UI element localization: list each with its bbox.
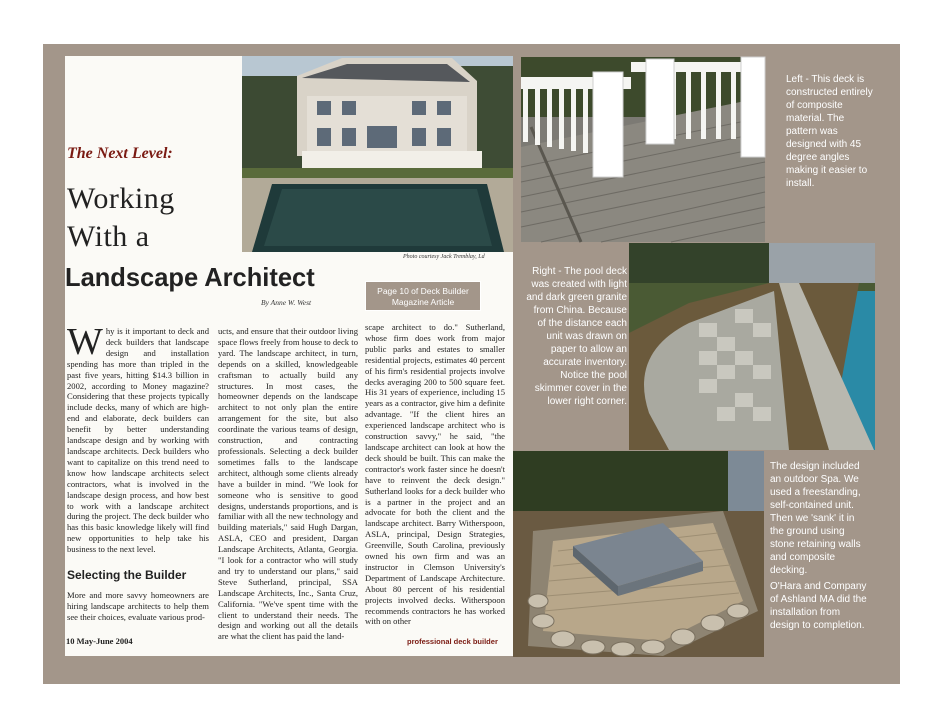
column-3-text: scape architect to do." Sutherland, whose firm does work from major public parks and estates to smaller residential projects, estimates 40 percent of his firm's residential projects involve decks averaging 200 to 500 square feet. His 31 years of experience, including 15 years as a contractor, give him a definite advantage. "If the client hires an experienced landscape architect who is construction savvy," he said, "the landscape architect can look at how the deck should be built. This can make the contractor's work faster since he doesn't have to reinvent the deck design." Sutherland looks for a deck builder who is a partner in the project and an advocate for both the client and the landscape architect. Barry Witherspoon, ASLA, principal, Design Strategies, Greenville, South Carolina, previously owned his own firm and was an instructor in Clemson University's Department of Landscape Architecture. About 80 percent of his residential projects involved decks. Witherspoon recommends contractors he has worked with on other <box>365 322 505 627</box>
caption-installer: O'Hara and Company of Ashland MA did the installation from design to completion. <box>770 581 867 631</box>
article-column-1 <box>67 321 209 568</box>
article-title-line-2: With a <box>67 220 150 253</box>
magazine-page <box>65 56 513 656</box>
article-column-3 <box>365 322 505 634</box>
photo-credit: Photo courtesy Jack Tremblay, Ld <box>403 254 485 260</box>
house-pool-image <box>242 56 513 252</box>
column-1-text-2: More and more savvy homeowners are hiring landscape architects to help them see their choices, evaluate various prod- <box>67 590 209 622</box>
caption-right-pool: Right - The pool deck was created with light and dark green granite from China. Because of the distance each unit was drawn on paper to allow an accurate inventory. Notice the pool skimmer cover in the lower right corner. <box>526 266 627 407</box>
granite-pool-deck-image <box>629 243 875 450</box>
article-title-line-3: Landscape Architect <box>65 262 315 292</box>
article-kicker: The Next Level: <box>67 145 173 162</box>
page-footer-right: professional deck builder <box>407 637 498 646</box>
article-title-line-1: Working <box>67 182 175 215</box>
column-1-text: hy is it important to deck and deck builders that landscape design and installation spending has more than tripled in the past five years, hitting $14.3 billion in 2002, according to Money magazine? Considering that these projects typically include decks, many of which are high-end and elaborate, deck builders can benefit by better understanding landscape design and by working with landscape architects. Deck builders who want to capitalize on this trend need to know how landscape architects select contractors, what is involved in the landscape design process, and how best to work with a landscape architect during the project. The deck builder who has this basic knowledge likely will find new opportunities to help take his business to the next level. <box>67 326 209 555</box>
granite-pool-deck-photo <box>629 243 875 450</box>
page-label-box <box>365 281 481 311</box>
column-2-text: ucts, and ensure that their outdoor living space flows freely from house to deck to yard. The landscape architect, in turn, depends on a skilled, knowledgeable craftsman to actually build any structures. In most cases, the homeowner depends on the landscape architect to not only plan the entire arrangement for the site, but also coordinate the various teams of design, construction, and contracting professionals. Selecting a deck builder sometimes falls to the landscape architect, although some clients already have a builder in mind. "We look for someone who is sensitive to good designs, understands proportions, and is familiar with all the new technology and building materials," said Hugh Dargan, ASLA, CEO and president, Dargan Landscape Architects, Atlanta, Georgia. "I look for a contractor who will study and try to understand our plans," said Steve Sutherland, principal, SSA Landscape Architects, Inc., Santa Cruz, California. "We've spent time with the client to understand their needs. The design and working out all the details are what the client has paid the land- <box>218 326 358 642</box>
article-column-1-continued <box>67 590 209 634</box>
article-byline: By Anne W. West <box>261 298 312 307</box>
caption-spa: The design included an outdoor Spa. We used a freestanding, self-contained unit. Then we 'sank' it in the ground using stone retaining walls and composite decking. <box>770 461 861 576</box>
house-pool-photo <box>242 56 513 252</box>
page-footer-left: 10 May-June 2004 <box>66 636 133 646</box>
outdoor-spa-photo <box>513 451 764 657</box>
drop-cap: W <box>67 321 103 363</box>
composite-deck-photo <box>521 57 765 242</box>
section-heading: Selecting the Builder <box>67 568 187 582</box>
caption-left-deck: Left - This deck is constructed entirely of composite material. The pattern was designed with 45 degree angles making it easier to install. <box>786 74 873 189</box>
article-column-2 <box>218 326 358 642</box>
outdoor-spa-image <box>513 451 764 657</box>
page-label-text: Page 10 of Deck Builder Magazine Article <box>377 286 469 307</box>
composite-deck-image <box>521 57 765 242</box>
